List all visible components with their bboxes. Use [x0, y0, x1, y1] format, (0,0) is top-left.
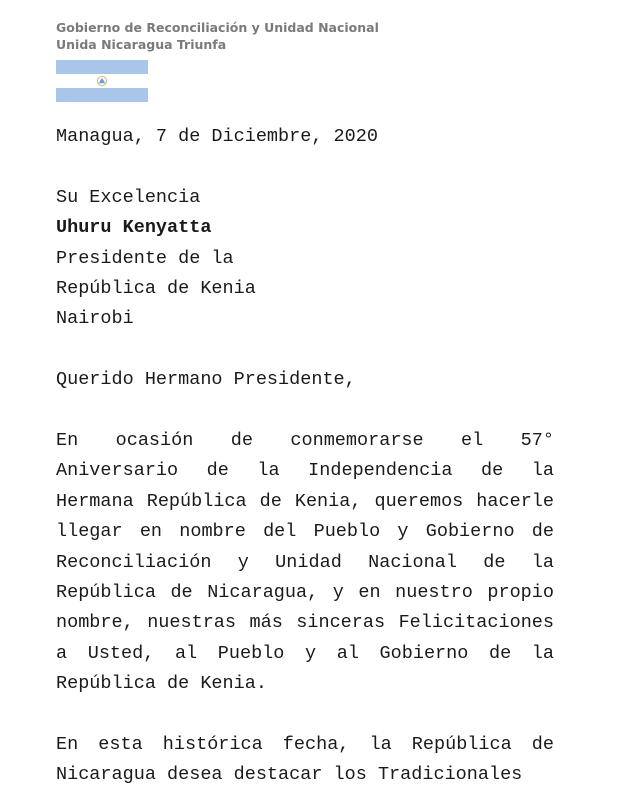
letter-greeting: Querido Hermano Presidente,	[56, 369, 356, 391]
recipient-title: Su Excelencia	[56, 186, 201, 208]
recipient-name: Uhuru Kenyatta	[56, 217, 212, 239]
letter-paragraph-1: En ocasión de conmemorarse el 57° Aniversario de la Independencia de la Hermana República de Kenia, queremos hacerle llegar en nombre del Pueblo y Gobierno de Reconciliación y Unidad Nacional de la República de Nicaragua, y en nuestro propio nombre, nuestras más sinceras Felicitaciones a Usted, al Pueblo y al Gobierno de la República de Kenia.	[56, 430, 554, 695]
recipient-city: Nairobi	[56, 308, 134, 330]
letter-body	[56, 122, 554, 791]
letter-paragraph-2: En esta histórica fecha, la República de Nicaragua desea destacar los Tradicionales	[56, 734, 554, 786]
letterhead-slogan: Unida Nicaragua Triunfa	[56, 37, 227, 52]
recipient-role-line2: República de Kenia	[56, 278, 256, 300]
letter-date: Managua, 7 de Diciembre, 2020	[56, 126, 378, 147]
letterhead-government-name: Gobierno de Reconciliación y Unidad Nacional	[56, 20, 379, 35]
recipient-role-line1: Presidente de la	[56, 247, 234, 269]
letterhead	[56, 19, 379, 53]
nicaragua-flag-icon	[56, 60, 148, 102]
